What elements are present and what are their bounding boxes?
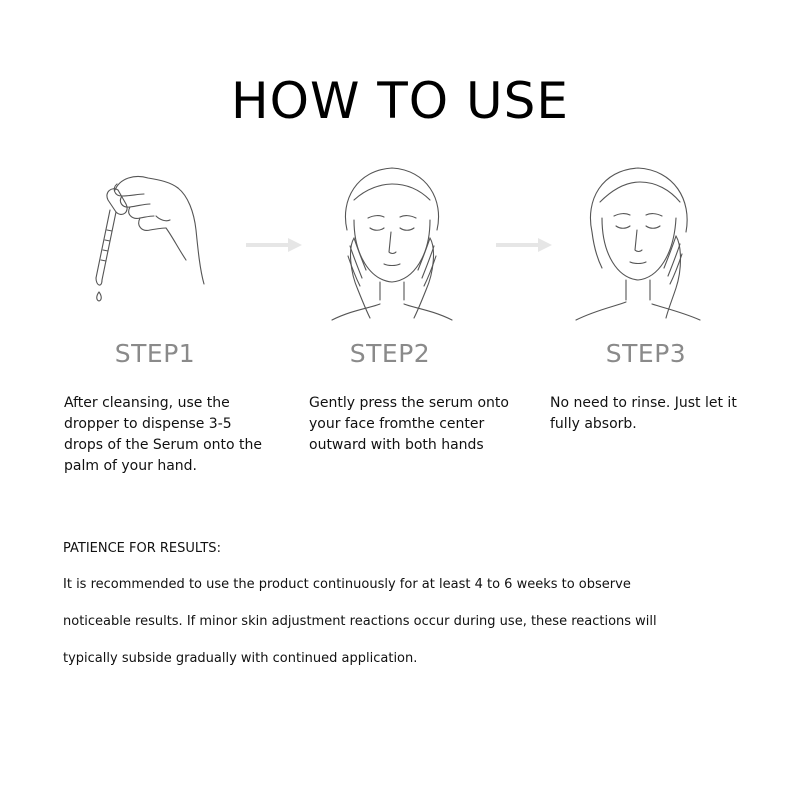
face-both-hands-icon bbox=[292, 160, 492, 330]
page-title: HOW TO USE bbox=[230, 72, 569, 130]
patience-line-2: noticeable results. If minor skin adjustment reactions occur during use, these reactions will bbox=[63, 614, 657, 629]
step-1-label: STEP1 bbox=[114, 339, 196, 368]
patience-line-1: It is recommended to use the product continuously for at least 4 to 6 weeks to observe bbox=[63, 577, 631, 592]
step-3-label: STEP3 bbox=[605, 339, 687, 368]
face-one-hand-icon bbox=[540, 160, 740, 330]
step-2-label: STEP2 bbox=[349, 339, 431, 368]
step-1-text: After cleansing, use the dropper to dispense 3-5 drops of the Serum onto the palm of your hand. bbox=[64, 395, 263, 474]
patience-line-3: typically subside gradually with continued application. bbox=[63, 651, 418, 666]
step-2-text: Gently press the serum onto your face fromthe center outward with both hands bbox=[309, 395, 509, 453]
dropper-hand-icon bbox=[60, 160, 260, 330]
step-3-text: No need to rinse. Just let it fully absorb. bbox=[550, 395, 737, 432]
patience-heading: PATIENCE FOR RESULTS: bbox=[63, 541, 221, 556]
